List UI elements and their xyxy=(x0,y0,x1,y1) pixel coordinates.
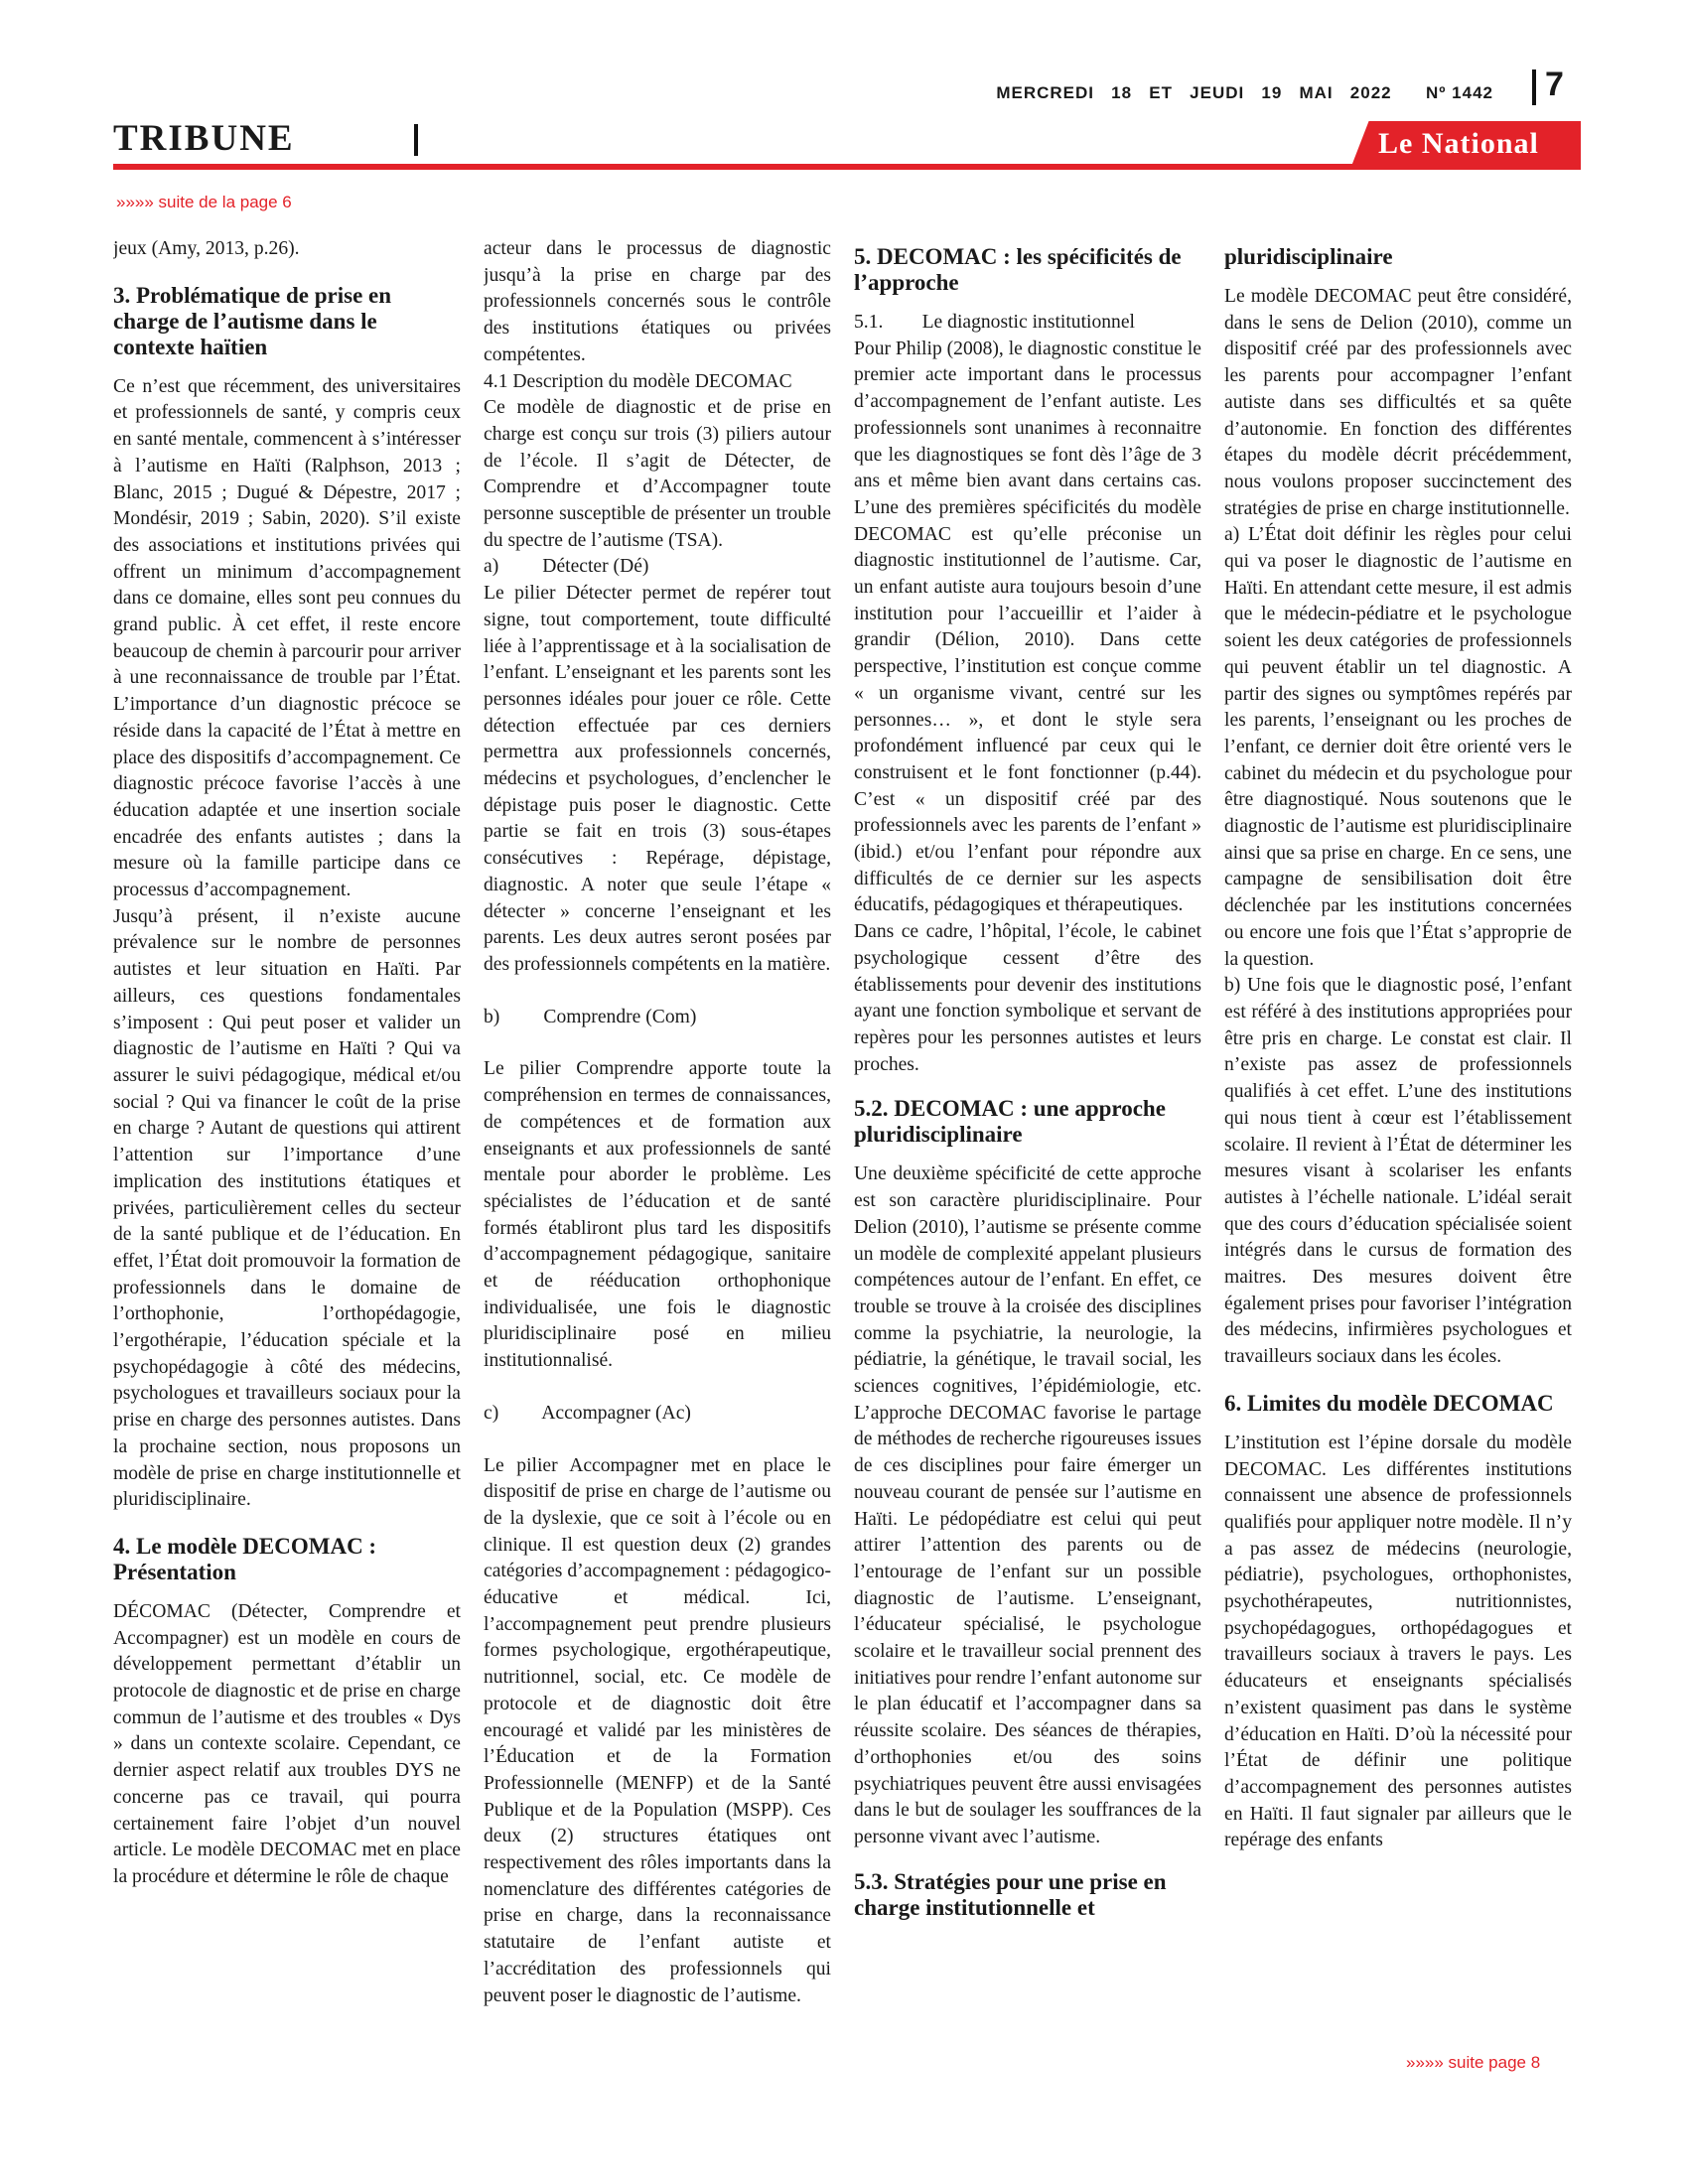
pillar-heading-detect: a) Détecter (Dé) xyxy=(484,556,649,578)
paragraph: Dans ce cadre, l’hôpital, l’école, le cabinet psychologique cessent d’être des établissements pour devenir des institutions ayant une fonction symbolique et servant de repères pour les personnes autistes et leurs proches. xyxy=(854,921,1201,1075)
article-column-4 xyxy=(1224,238,1572,2055)
paragraph: Le pilier Détecter permet de repérer tout signe, tout comportement, toute difficulté liée à l’apprentissage et à la socialisation de l’enfant. L’enseignant et les parents sont les personnes idéales pour jouer ce rôle. Cette détection effectuée par ces derniers permettra aux professionnels concernés, médecins et psychologues, d’enclencher le dépistage puis poser le diagnostic. Cette partie se fait en trois (3) sous-étapes consécutives : Repérage, dépistage, diagnostic. A noter que seule l’étape « détecter » concerne l’enseignant et les parents. Les deux autres seront posées par des professionnels compétents en la matière. xyxy=(484,583,831,975)
continued-from-link[interactable]: »»»» suite de la page 6 xyxy=(116,193,292,211)
paragraph: Ce modèle de diagnostic et de prise en charge est conçu sur trois (3) piliers autour de l’école. Il s’agit de Détecter, de Comprendre et d’Accompagner toute personne susceptible de présenter un trouble du spectre de l’autisme (TSA). xyxy=(484,397,831,551)
dateline xyxy=(113,77,1583,107)
issue-date: MERCREDI 18 ET JEUDI 19 MAI 2022 Nº 1442 xyxy=(996,83,1493,102)
section-heading-4: 4. Le modèle DECOMAC : Présentation xyxy=(113,1533,377,1584)
continued-to-link[interactable]: »»»» suite page 8 xyxy=(1406,2053,1541,2072)
paragraph: Le pilier Comprendre apporte toute la compréhension en termes de connaissances, de compétences et de formation aux enseignants et aux professionnels de santé mentale pour aborder le problème. Les spécialistes de l’éducation et de santé formés établiront plus tard les dispositifs d’accompagnement pédagogique, sanitaire et de rééducation orthophonique individualisée, une fois le diagnostic pluridisciplinaire posé en milieu institutionnalisé. xyxy=(484,1058,831,1372)
article-column-2 xyxy=(484,236,831,2053)
paragraph: Pour Philip (2008), le diagnostic constitue le premier acte important dans le processus d’accompagnement de l’enfant autiste. Les professionnels sont unanimes à reconnaitre que les diagnostiques se font dès l’âge de 3 ans et même bien avant dans certains cas. L’une des premières spécificités du modèle DECOMAC est qu’elle préconise un diagnostic institutionnel de l’autisme. Car, un enfant autiste aura toujours besoin d’une institution pour l’accueillir et l’aider à grandir (Délion, 2010). Dans cette perspective, l’institution est conçue comme « un organisme vivant, centré sur les personnes… », et dont le style sera profondément influencé par ceux qui le construisent et le font fonctionner (p.44). C’est « un dispositif créé par des professionnels avec les parents de l’enfant » (ibid.) et/ou l’enfant pour répondre aux difficultés de ce dernier sur les aspects éducatifs, pédagogiques et thérapeutiques. xyxy=(854,338,1201,916)
paragraph: Jusqu’à présent, il n’existe aucune prévalence sur le nombre de personnes autistes et leur situation en Haïti. Par ailleurs, ces questions fondamentales s’imposent : Qui peut poser et valider un diagnostic de l’autisme en Haïti ? Qui va assurer le suivi pédagogique, médical et/ou social ? Qui va financer le coût de la prise en charge ? Autant de questions qui attirent l’attention sur l’importance d’une implication des institutions étatiques et privées, particulièrement celles du secteur de la santé publique et de l’éducation. En effet, l’État doit promouvoir la formation de professionnels dans le domaine de l’orthophonie, l’orthopédagogie, l’ergothérapie, l’éducation spéciale et la psychopédagogie à côté des médecins, psychologues et travailleurs sociaux pour la prise en charge des personnes autistes. Dans la prochaine section, nous proposons un modèle de prise en charge institutionnelle et pluridisciplinaire. xyxy=(113,905,461,1511)
section-heading-5-2: 5.2. DECOMAC : une approche pluridisciplinaire xyxy=(854,1096,1166,1148)
section-title-separator xyxy=(414,124,418,156)
section-heading-continued: pluridisciplinaire xyxy=(1224,244,1393,269)
paragraph: jeux (Amy, 2013, p.26). xyxy=(113,238,300,259)
section-title: TRIBUNE xyxy=(113,118,295,159)
paragraph: Ce n’est que récemment, des universitaires et professionnels de santé, y compris ceux en santé mentale, commencent à s’intéresser à l’autisme en Haïti (Ralphson, 2013 ; Blanc, 2015 ; Dugué & Dépestre, 2017 ; Mondésir, 2019 ; Sabin, 2020). S’il existe des associations et institutions privées qui offrent un minimum d’accompagnement dans ce domaine, elles sont peu connues du grand public. À cet effet, il reste encore beaucoup de chemin à parcourir pour arriver à une reconnaissance de trouble par l’État. L’importance d’un diagnostic précoce se réside dans la capacité de l’État à mettre en place des dispositifs d’accompagnement. Ce diagnostic précoce favorise l’accès à une éducation adaptée et une insertion sociale encadrée des enfants autistes ; dans la mesure où la famille participe dans ce processus d’accompagnement. xyxy=(113,375,461,901)
section-heading-6: 6. Limites du modèle DECOMAC xyxy=(1224,1390,1554,1416)
article-column-3 xyxy=(854,238,1201,2055)
paragraph: DÉCOMAC (Détecter, Comprendre et Accompagner) est un modèle en cours de développement permettant d’établir un protocole de diagnostic et de prise en charge commun de l’autisme et des troubles « Dys » dans un contexte scolaire. Cependant, ce dernier aspect relatif aux troubles DYS ne concerne pas ce travail, qui pourra certainement faire l’objet d’un nouvel article. Le modèle DECOMAC met en place la procédure et détermine le rôle de chaque xyxy=(113,1600,461,1887)
page-number-separator xyxy=(1532,69,1536,105)
paragraph: Une deuxième spécificité de cette approche est son caractère pluridisciplinaire. Pour Delion (2010), l’autisme se présente comme un modèle de complexité appelant plusieurs compétences autour de l’enfant. En effet, ce trouble se trouve à la croisée des disciplines comme la psychiatrie, la neurologie, la pédiatrie, la génétique, le travail social, les sciences cognitives, l’épidémiologie, etc. L’approche DECOMAC favorise le partage de méthodes de recherche rigoureuses issues de ces disciplines pour faire émerger un nouveau courant de pensée sur l’autisme en Haïti. Le pédopédiatre est celui qui peut attirer l’attention des parents ou de l’entourage de l’enfant sur un possible diagnostic de l’autisme. L’enseignant, l’éducateur spécialisé, le psychologue scolaire et le travailleur social prennent des initiatives pour rendre l’enfant autonome sur le plan éducatif et l’accompagner dans sa réussite scolaire. Des séances de thérapies, d’orthophonies et/ou des soins psychiatriques peuvent être aussi envisagées dans le but de soulager les souffrances de la personne vivant avec l’autisme. xyxy=(854,1163,1201,1847)
subsection-heading: 5.1. Le diagnostic institutionnel xyxy=(854,312,1135,333)
page-number: 7 xyxy=(1545,66,1564,103)
article-column-1 xyxy=(113,236,461,2053)
paragraph: Le modèle DECOMAC peut être considéré, dans le sens de Delion (2010), comme un dispositif créé par des professionnels avec les parents pour accompagner l’enfant autiste dans ses difficultés et sa quête d’autonomie. En fonction des différentes étapes du modèle décrit précédemment, nous voulons proposer succinctement des stratégies de prise en charge institutionnelle. xyxy=(1224,286,1572,519)
paragraph: acteur dans le processus de diagnostic jusqu’à la prise en charge par des professionnels concernés sous le contrôle des institutions étatiques ou privées compétentes. xyxy=(484,238,831,365)
paragraph: L’institution est l’épine dorsale du modèle DECOMAC. Les différentes institutions connaissent une absence de professionnels qualifiés pour appliquer notre modèle. Il n’y a pas assez de médecins (neurologie, pédiatrie), psychologues, orthophonistes, psychothérapeutes, nutritionnistes, psychopédagogues, orthopédagogues et travailleurs sociaux à travers le pays. Les éducateurs et enseignants spécialisés n’existent quasiment pas dans le système d’éducation en Haïti. D’où la nécessité pour l’État de définir une politique d’accompagnement des personnes autistes en Haïti. Il faut signaler par ailleurs que le repérage des enfants xyxy=(1224,1432,1572,1851)
paragraph: Le pilier Accompagner met en place le dispositif de prise en charge de l’autisme ou de la dyslexie, que ce soit à l’école ou en clinique. Il est question deux (2) grandes catégories d’accompagnement : pédagogico-éducative et médical. Ici, l’accompagnement peut prendre plusieurs formes psychologique, ergothérapeutique, nutritionnel, social, etc. Ce modèle de protocole et de diagnostic doit être encouragé et validé par les ministères de l’Éducation et de la Formation Professionnelle (MENFP) et de la Santé Publique et de la Population (MSPP). Ces deux (2) structures étatiques ont respectivement des rôles importants dans la nomenclature des différentes catégories de prise en charge, dans la reconnaissance statutaire de l’enfant autiste et l’accréditation des professionnels qui peuvent poser le diagnostic de l’autisme. xyxy=(484,1454,831,2006)
section-heading-5: 5. DECOMAC : les spécificités de l’approche xyxy=(854,244,1182,295)
pillar-heading-accompany: c) Accompagner (Ac) xyxy=(484,1402,691,1424)
subsection-heading: 4.1 Description du modèle DECOMAC xyxy=(484,370,792,392)
paragraph: a) L’État doit définir les règles pour celui qui va poser le diagnostic de l’autisme en Haïti. En attendant cette mesure, il est admis que le médecin-pédiatre et le psychologue soient les deux catégories de professionnels qui peuvent établir un tel diagnostic. A partir des signes ou symptômes repérés par les parents, l’enseignant ou les proches de l’enfant, ce dernier doit être orienté vers le cabinet du médecin et du psychologue pour être diagnostiqué. Nous soutenons que le diagnostic de l’autisme est pluridisciplinaire ainsi que sa prise en charge. En ce sens, une campagne de sensibilisation doit être déclenchée par les institutions concernées ou encore une fois que l’État s’approprie de la question. xyxy=(1224,524,1572,970)
newspaper-brand: Le National xyxy=(1378,127,1539,160)
section-heading-5-3: 5.3. Stratégies pour une prise en charge institutionnelle et xyxy=(854,1868,1167,1920)
pillar-heading-understand: b) Comprendre (Com) xyxy=(484,1006,697,1027)
section-heading-3: 3. Problématique de prise en charge de l’autisme dans le contexte haïtien xyxy=(113,282,392,359)
paragraph: b) Une fois que le diagnostic posé, l’enfant est référé à des institutions appropriées pour être pris en charge. Le constat est clair. Il n’existe pas assez de professionnels qualifiés à cet effet. L’une des institutions qui nous tient à cœur est l’établissement scolaire. Il revient à l’État de déterminer les mesures visant à scolariser les enfants autistes à l’échelle nationale. L’idéal serait que des cours d’éducation spécialisée soient intégrés dans le cursus de formation des maitres. Des mesures doivent être également prises pour favoriser l’intégration des médecins, infirmières psychologues et travailleurs sociaux dans les écoles. xyxy=(1224,975,1572,1368)
header-rule xyxy=(113,164,1581,170)
